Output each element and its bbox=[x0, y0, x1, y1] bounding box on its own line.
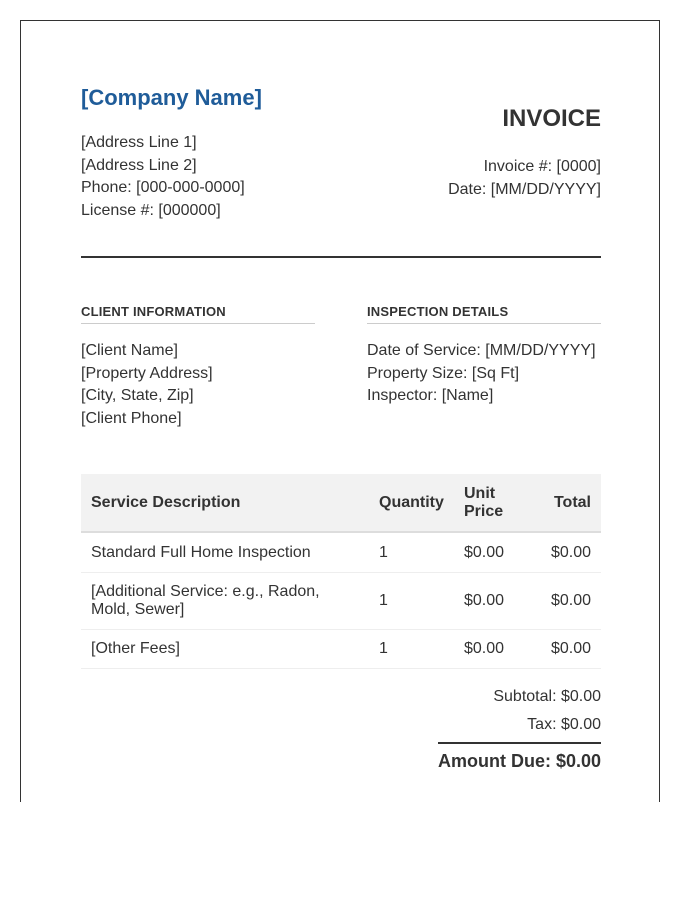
row-description: [Additional Service: e.g., Radon, Mold, Sewer] bbox=[81, 573, 369, 630]
property-size: Property Size: [Sq Ft] bbox=[367, 364, 520, 382]
table-row bbox=[81, 573, 601, 630]
client-property-address: [Property Address] bbox=[81, 364, 213, 382]
company-license: License #: [000000] bbox=[81, 201, 221, 219]
inspector-name: Inspector: [Name] bbox=[367, 387, 494, 404]
header-divider bbox=[81, 256, 601, 258]
company-address-line-1: [Address Line 1] bbox=[81, 134, 197, 151]
client-information bbox=[81, 340, 213, 430]
row-quantity: 1 bbox=[369, 630, 454, 669]
row-total: $0.00 bbox=[534, 532, 601, 573]
client-phone: [Client Phone] bbox=[81, 409, 182, 427]
invoice-number: Invoice #: [0000] bbox=[483, 158, 601, 175]
inspection-details bbox=[367, 340, 596, 408]
header-quantity: Quantity bbox=[369, 474, 454, 532]
header-service-description: Service Description bbox=[81, 474, 369, 532]
company-phone: Phone: [000-000-0000] bbox=[81, 179, 245, 196]
company-address-line-2: [Address Line 2] bbox=[81, 156, 197, 174]
header-total: Total bbox=[534, 474, 601, 532]
amount-due: Amount Due: $0.00 bbox=[437, 751, 601, 771]
amount-due-divider bbox=[438, 742, 601, 744]
company-details bbox=[81, 132, 245, 222]
subtotal: Subtotal: $0.00 bbox=[493, 688, 601, 705]
row-total: $0.00 bbox=[534, 573, 601, 630]
invoice-content bbox=[81, 21, 601, 802]
date-of-service: Date of Service: [MM/DD/YYYY] bbox=[367, 342, 596, 359]
inspection-details-heading: INSPECTION DETAILS bbox=[367, 304, 601, 324]
row-total: $0.00 bbox=[534, 630, 601, 669]
invoice-title: INVOICE bbox=[502, 105, 601, 132]
row-unit-price: $0.00 bbox=[454, 630, 534, 669]
services-table bbox=[81, 474, 601, 669]
invoice-date: Date: [MM/DD/YYYY] bbox=[448, 181, 601, 198]
table-row bbox=[81, 532, 601, 573]
row-description: [Other Fees] bbox=[81, 630, 369, 669]
row-description: Standard Full Home Inspection bbox=[81, 532, 369, 573]
table-header-row bbox=[81, 474, 601, 532]
header-unit-price: Unit Price bbox=[454, 474, 534, 532]
client-name: [Client Name] bbox=[81, 342, 178, 359]
client-information-heading: CLIENT INFORMATION bbox=[81, 304, 315, 324]
tax: Tax: $0.00 bbox=[527, 716, 601, 733]
client-city-state-zip: [City, State, Zip] bbox=[81, 387, 194, 404]
table-row bbox=[81, 630, 601, 669]
company-name: [Company Name] bbox=[81, 85, 262, 110]
row-unit-price: $0.00 bbox=[454, 532, 534, 573]
row-quantity: 1 bbox=[369, 532, 454, 573]
row-unit-price: $0.00 bbox=[454, 573, 534, 630]
row-quantity: 1 bbox=[369, 573, 454, 630]
invoice-page bbox=[20, 20, 660, 802]
invoice-meta bbox=[448, 155, 601, 201]
